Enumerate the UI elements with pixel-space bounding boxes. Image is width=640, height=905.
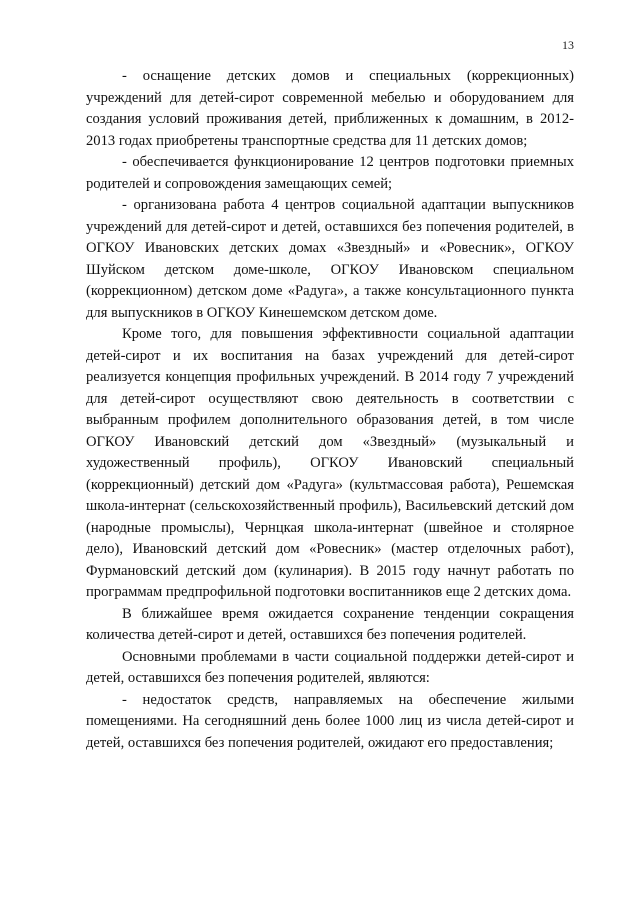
paragraph-4: Кроме того, для повышения эффективности социальной адаптации детей-сирот и их воспитания на базах учреждений для детей-сирот реализуется концепция профильных учреждений. В 2014 году 7 учреждений для детей-сирот осуществляют свою деятельность в соответствии с выбранным профилем дополнительного образования детей, в том числе ОГКОУ Ивановский детский дом «Звездный» (музыкальный и художественный профиль), ОГКОУ Ивановский специальный (коррекционный) детский дом «Радуга» (культмассовая работа), Решемская школа-интернат (сельскохозяйственный профиль), Васильевский детский дом (народные промыслы), Чернцкая школа-интернат (швейное и столярное дело), Ивановский детский дом «Ровесник» (мастер отделочных работ), Фурмановский детский дом (кулинария). В 2015 году начнут работать по программам предпрофильной подготовки воспитанников еще 2 детских дома. (86, 326, 574, 600)
document-body (86, 66, 574, 754)
paragraph-5: В ближайшее время ожидается сохранение тенденции сокращения количества детей-сирот и детей, оставшихся без попечения родителей. (86, 605, 574, 643)
paragraph-7: - недостаток средств, направляемых на обеспечение жилыми помещениями. На сегодняшний день более 1000 лиц из числа детей-сирот и детей, оставшихся без попечения родителей, ожидают его предоставления; (86, 691, 574, 751)
paragraph-3: - организована работа 4 центров социальной адаптации выпускников учреждений для детей-сирот и детей, оставшихся без попечения родителей, в ОГКОУ Ивановских детских домах «Звездный» и «Ровесник», ОГКОУ Шуйском детском доме-школе, ОГКОУ Ивановском специальном (коррекционном) детском доме «Радуга», а также консультационного пункта для выпускников в ОГКОУ Кинешемском детском доме. (86, 197, 574, 321)
paragraph-1: - оснащение детских домов и специальных (коррекционных) учреждений для детей-сирот современной мебелью и оборудованием для создания условий проживания детей, приближенных к домашним, в 2012-2013 годах приобретены транспортные средства для 11 детских домов; (86, 68, 574, 149)
page-number: 13 (562, 38, 574, 52)
paragraph-2: - обеспечивается функционирование 12 центров подготовки приемных родителей и сопровождения замещающих семей; (86, 154, 574, 192)
paragraph-6: Основными проблемами в части социальной поддержки детей-сирот и детей, оставшихся без попечения родителей, являются: (86, 648, 574, 686)
